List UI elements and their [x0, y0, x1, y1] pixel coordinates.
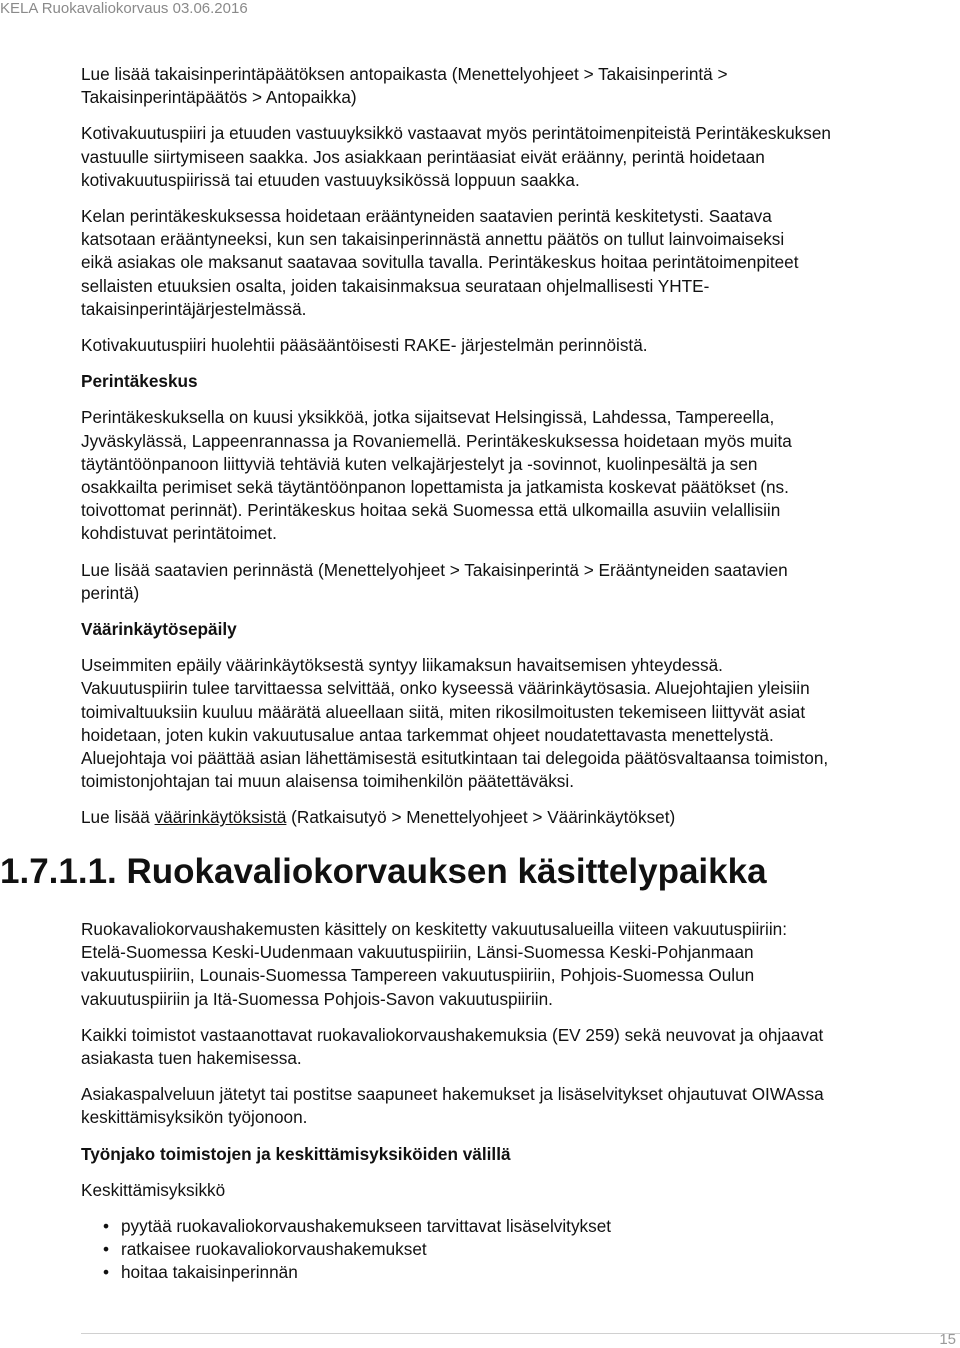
paragraph-toimistot-vastaanottavat: Kaikki toimistot vastaanottavat ruokavaliokorvaushakemuksia (EV 259) sekä neuvovat ja ohjaavat asiakasta tuen hakemisessa. [81, 1024, 824, 1069]
heading-vaarinkaytosepaily: Väärinkäytösepäily [81, 619, 237, 640]
paragraph-kasittely-keskitetty: Ruokavaliokorvaushakemusten käsittely on keskitetty vakuutusalueilla viiteen vakuutuspiiriin: Etelä-Suomessa Keski-Uudenmaan vakuutuspiiriin, Länsi-Suomessa Keski-Pohjanmaan vakuutuspiiriin, Lounais-Suomessa Tampereen vakuutuspiiriin, Pohjois-Suomessa Oulun vakuutuspiiriin ja Itä-Suomessa Pohjois-Savon vakuutuspiiriin. [81, 919, 788, 1009]
footer-divider [81, 1333, 960, 1334]
heading-perintakeskus: Perintäkeskus [81, 371, 198, 392]
bullet-icon: • [103, 1239, 110, 1260]
list-item [81, 1238, 960, 1261]
paragraph-kotivakuutuspiiri-vastuu: Kotivakuutuspiiri ja etuuden vastuuyksikkö vastaavat myös perintätoimenpiteistä Perintäkeskuksen vastuulle siirtymiseen saakka. Jos asiakkaan perintäasiat eivät eräänny, perintä hoidetaan kotivakuutuspiirissä tai etuuden vastuuyksikössä loppuun saakka. [81, 123, 831, 190]
list-item [81, 1261, 960, 1284]
paragraph-lue-lisaa-vaarinkaytoksista [81, 806, 960, 829]
list-item-text: pyytää ruokavaliokorvaushakemukseen tarvittavat lisäselvitykset [121, 1216, 612, 1237]
heading-tyonjako: Työnjako toimistojen ja keskittämisyksiköiden välillä [81, 1143, 511, 1164]
link-suffix-text: (Ratkaisutyö > Menettelyohjeet > Väärinkäytökset) [286, 807, 676, 828]
paragraph-rake-perinnat: Kotivakuutuspiiri huolehtii pääsääntöisesti RAKE- järjestelmän perinnöistä. [81, 335, 648, 356]
paragraph-lue-lisaa-antopaikka: Lue lisää takaisinperintäpäätöksen antopaikasta (Menettelyohjeet > Takaisinperintä > Takaisinperintäpäätös > Antopaikka) [81, 64, 728, 108]
list-item-text: hoitaa takaisinperinnän [121, 1262, 298, 1283]
bullet-icon: • [103, 1216, 110, 1237]
bullet-icon: • [103, 1262, 110, 1283]
bullet-list [81, 1215, 960, 1285]
document-body-section [81, 918, 960, 1285]
page-number: 15 [939, 1331, 956, 1348]
paragraph-perintakeskus-keskitetysti: Kelan perintäkeskuksessa hoidetaan erääntyneiden saatavien perintä keskitetysti. Saatava katsotaan erääntyneeksi, kun sen takaisinperinnästä annettu päätös on tullut lainvoimaiseksi eikä asiakas ole maksanut saatavaa sovitulla tavalla. Perintäkeskus hoitaa perintätoimenpiteet sellaisten etuuksien osalta, joiden takaisinmaksua seurataan ohjelmallisesti YHTE- takaisinperintäjärjestelmässä. [81, 206, 799, 319]
paragraph-keskittamisyksikko: Keskittämisyksikkö [81, 1179, 226, 1200]
document-body-top [81, 63, 960, 843]
section-heading: 1.7.1.1. Ruokavaliokorvauksen käsittelypaikka [0, 852, 767, 891]
link-prefix-text: Lue lisää [81, 807, 155, 828]
paragraph-perintakeskus-yksikot: Perintäkeskuksella on kuusi yksikköä, jotka sijaitsevat Helsingissä, Lahdessa, Tampereella, Jyväskylässä, Lappeenrannassa ja Rovaniemellä. Perintäkeskuksessa hoidetaan myös muita täytäntöönpanoon liittyviä tehtäviä kuten velkajärjestelyt ja -sovinnot, kuolinpesältä ja sen osakkailta perimiset sekä täytäntöönpanon lopettamista ja jatkamista koskevat päätökset (ns. toivottomat perinnät). Perintäkeskus hoitaa sekä Suomessa että ulkomailla asuviin velallisiin kohdistuvat perintätoimet. [81, 407, 792, 544]
vaarinkaytoksista-link[interactable]: väärinkäytöksistä [154, 807, 287, 828]
paragraph-lue-lisaa-saatavien-perinta: Lue lisää saatavien perinnästä (Menettelyohjeet > Takaisinperintä > Erääntyneiden saatavien perintä) [81, 559, 788, 603]
paragraph-oiwa-tyojono: Asiakaspalveluun jätetyt tai postitse saapuneet hakemukset ja lisäselvitykset ohjautuvat OIWAssa keskittämisyksikön työjonoon. [81, 1084, 824, 1128]
list-item-text: ratkaisee ruokavaliokorvaushakemukset [121, 1239, 427, 1260]
list-item [81, 1215, 960, 1238]
running-header: KELA Ruokavaliokorvaus 03.06.2016 [0, 0, 248, 17]
paragraph-vaarinkaytos-epaily: Useimmiten epäily väärinkäytöksestä syntyy liikamaksun havaitsemisen yhteydessä. Vakuutuspiirin tulee tarvittaessa selvittää, onko kyseessä väärinkäytösasia. Aluejohtajien yleisiin toimivaltuuksiin kuuluu määrätä alueellaan siitä, miten rikosilmoitusten tekemiseen liittyvät asiat hoidetaan, joten kukin vakuutusalue antaa tarkemmat ohjeet noudatettavasta menettelystä. Aluejohtaja voi päättää asian lähettämisestä esitutkintaan tai delegoida päätösvaltaansa toimiston, toimistonjohtajan tai muun alaisensa toimihenkilön päätettäväksi. [81, 655, 829, 792]
